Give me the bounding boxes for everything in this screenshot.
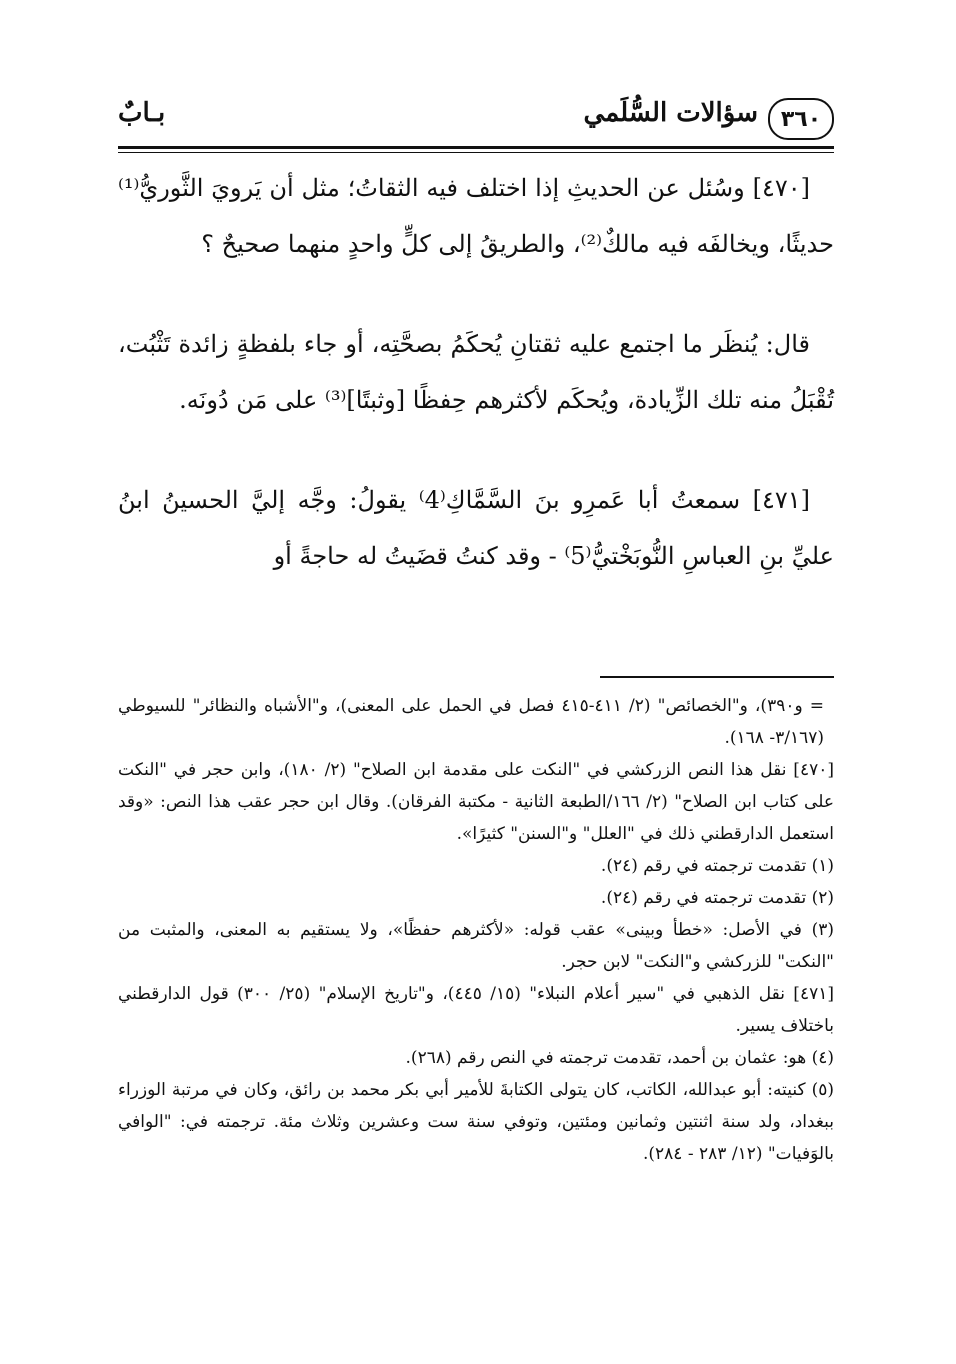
footnote-ref-471: [٤٧١] نقل الذهبي في "سير أعلام النبلاء" (١٥/ ٤٤٥)، و"تاريخ الإسلام" (٢٥/ ٣٠٠) قول الدارقطني باختلاف يسير. [118,984,834,1036]
footnote-1: (١) تقدمت ترجمته في رقم (٢٤). [600,856,834,876]
footnote-5: (٥) كنيته: أبو عبدالله، الكاتب، كان يتولى الكتابةَ للأمير أبي بكر محمد بن رائق، وكان في مرتبة الوزراء ببغداد، ولد سنة اثنتين وثمانين ومئتين، وتوفي سنة ست وعشرين وثلاث مئة. ترجمته في: "الوافي بالوَفيات" (١٢/ ٢٨٣ - ٢٨٤). [118,1080,834,1164]
footnote-ref-470: [٤٧٠] نقل هذا النص الزركشي في "النكت على مقدمة ابن الصلاح" (٢/ ١٨٠)، وابن حجر في "النكت على كتاب ابن الصلاح" (٢/ ١٦٦/الطبعة الثانية - مكتبة الفرقان). وقال ابن حجر عقب هذا النص: «وقد استعمل الدارقطني ذلك في "العلل" و"السنن" كثيرًا». [118,760,834,844]
footnotes [118,690,834,1170]
paragraph-471: [٤٧١] سمعتُ أبا عَمرِو بنَ السَّمَّاكِ⁽4⁾ يقولُ: وجَّه إليَّ الحسينُ ابنُ عليِّ بنِ العباسِ النُّوبَخْتيُّ⁽5⁾ - وقد كنتُ قضَيتُ له حاجةً أو [118,486,834,570]
footnote-4: (٤) هو: عثمان بن أحمد، تقدمت ترجمته في النص رقم (٢٦٨). [405,1048,834,1068]
footnote-continuation: = و٣٩٠)، و"الخصائص" (٢/ ٤١١-٤١٥ فصل في الحمل على المعنى)، و"الأشباه والنظائر" للسيوطي (٣/١٦٧- ١٦٨). [118,696,825,748]
book-title: سؤالات السُّلَمي [583,98,758,128]
header-rule-thin [118,152,834,153]
paragraph-470-answer: قال: يُنظَر ما اجتمع عليه ثقتانِ يُحكَمُ بصحَّتِه، أو جاء بلفظةٍ زائدة تَثْبُت، تُقْبَلُ منه تلك الزِّيادة، ويُحكَم لأكثرهم حِفظًا [وثبتًا]⁽³⁾ على مَن دُونَه. [118,330,834,414]
main-text [118,160,834,628]
footnote-3: (٣) في الأصل: «خطأ وبينى» عقب قوله: «لأكثرهم حفظًا»، ولا يستقيم به المعنى، والمثبت من "النكت" للزركشي و"النكت" لابن حجر. [118,920,834,972]
page-number-badge: ٣٦٠ [768,98,834,140]
footnote-2: (٢) تقدمت ترجمته في رقم (٢٤). [600,888,834,908]
footnote-separator [600,676,834,678]
chapter-title: بـابٌ [118,98,166,128]
header-rule-thick [118,146,834,149]
page-header [118,92,834,144]
paragraph-470-question: [٤٧٠] وسُئل عن الحديثِ إذا اختلف فيه الثقاتُ؛ مثل أن يَرويَ الثَّوريُّ⁽¹⁾ حديثًا، ويخالفَه فيه مالكٌ⁽²⁾، والطريقُ إلى كلٍّ واحدٍ منهما صحيحٌ ؟ [118,174,834,258]
